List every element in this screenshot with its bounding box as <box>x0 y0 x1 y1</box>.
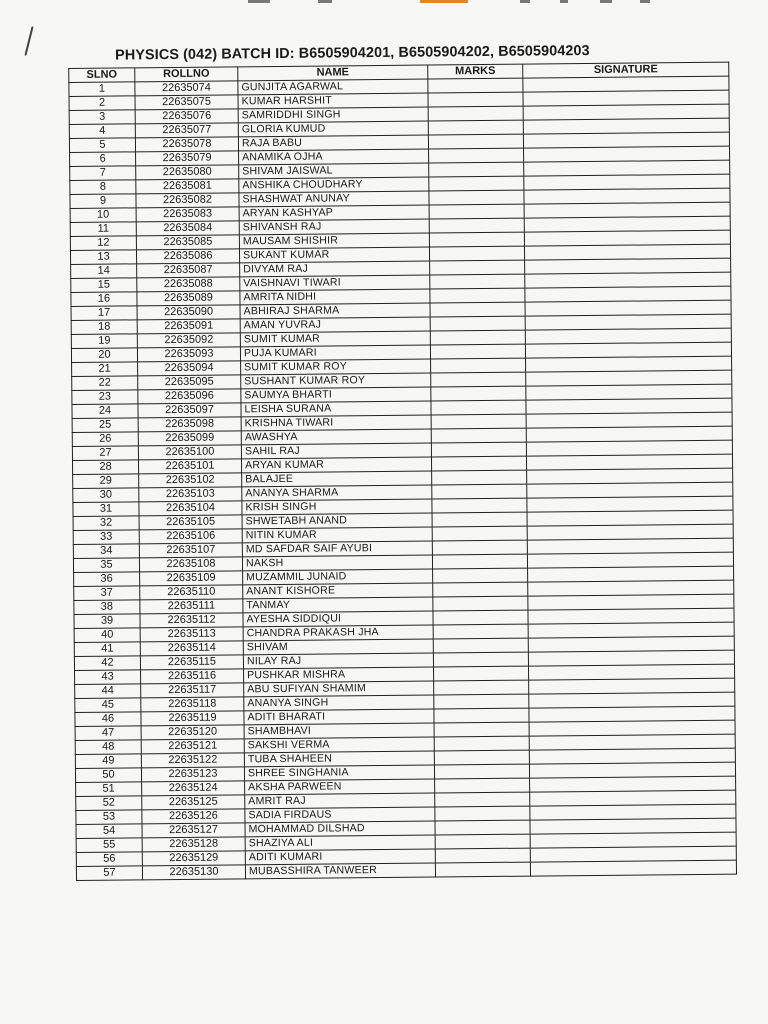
slno-cell: 5 <box>69 138 135 153</box>
slno-cell: 41 <box>74 642 140 657</box>
marks-cell <box>431 386 526 401</box>
rollno-cell: 22635104 <box>139 501 242 516</box>
slno-cell: 25 <box>72 418 138 433</box>
rollno-cell: 22635098 <box>138 417 241 432</box>
slno-cell: 6 <box>70 152 136 167</box>
rollno-cell: 22635093 <box>137 347 240 362</box>
slno-cell: 39 <box>74 614 140 629</box>
name-cell: SADIA FIRDAUS <box>245 807 435 823</box>
marks-cell <box>429 246 524 261</box>
slno-cell: 9 <box>70 194 136 209</box>
marks-cell <box>429 232 524 247</box>
slno-cell: 44 <box>75 684 141 699</box>
marks-cell <box>432 554 527 569</box>
name-cell: SUSHANT KUMAR ROY <box>241 373 431 389</box>
marks-table <box>68 62 737 881</box>
slno-cell: 57 <box>76 866 142 881</box>
name-cell: PUSHKAR MISHRA <box>244 667 434 683</box>
marks-cell <box>430 274 525 289</box>
marks-cell <box>430 344 525 359</box>
marks-cell <box>433 596 528 611</box>
slno-cell: 49 <box>75 754 141 769</box>
slno-cell: 43 <box>75 670 141 685</box>
marks-cell <box>434 736 529 751</box>
rollno-cell: 22635100 <box>138 445 241 460</box>
name-cell: SHIVAM <box>243 639 433 655</box>
marks-cell <box>430 316 525 331</box>
rollno-cell: 22635086 <box>136 249 239 264</box>
name-cell: DIVYAM RAJ <box>240 261 430 277</box>
slno-cell: 53 <box>76 810 142 825</box>
name-cell: GLORIA KUMUD <box>238 121 428 137</box>
name-cell: SAMRIDDHI SINGH <box>238 107 428 123</box>
name-cell: TUBA SHAHEEN <box>244 751 434 767</box>
marks-cell <box>431 456 526 471</box>
rollno-cell: 22635101 <box>138 459 241 474</box>
slno-cell: 38 <box>74 600 140 615</box>
slno-cell: 15 <box>71 278 137 293</box>
pen-mark <box>24 26 33 56</box>
name-cell: AMRITA NIDHI <box>240 289 430 305</box>
marks-cell <box>429 218 524 233</box>
slno-cell: 10 <box>70 208 136 223</box>
marks-cell <box>433 624 528 639</box>
name-cell: KRISH SINGH <box>242 499 432 515</box>
marks-cell <box>428 120 523 135</box>
slno-cell: 8 <box>70 180 136 195</box>
marks-cell <box>430 260 525 275</box>
rollno-cell: 22635103 <box>139 487 242 502</box>
slno-cell: 47 <box>75 726 141 741</box>
rollno-cell: 22635082 <box>136 193 239 208</box>
slno-cell: 7 <box>70 166 136 181</box>
marks-cell <box>433 652 528 667</box>
rollno-cell: 22635096 <box>138 389 241 404</box>
rollno-cell: 22635102 <box>139 473 242 488</box>
marks-cell <box>435 820 530 835</box>
rollno-cell: 22635081 <box>136 179 239 194</box>
rollno-cell: 22635130 <box>142 865 245 880</box>
name-cell: SUMIT KUMAR ROY <box>241 359 431 375</box>
slno-cell: 19 <box>71 334 137 349</box>
slno-cell: 35 <box>73 558 139 573</box>
name-cell: ANANT KISHORE <box>243 583 433 599</box>
rollno-cell: 22635075 <box>135 95 238 110</box>
marks-cell <box>435 862 530 877</box>
rollno-cell: 22635129 <box>142 851 245 866</box>
rollno-cell: 22635074 <box>135 81 238 96</box>
name-cell: SHASHWAT ANUNAY <box>239 191 429 207</box>
marks-cell <box>434 708 529 723</box>
header-name: NAME <box>238 65 428 81</box>
rollno-cell: 22635076 <box>135 109 238 124</box>
marks-cell <box>429 190 524 205</box>
rollno-cell: 22635083 <box>136 207 239 222</box>
marks-cell <box>435 806 530 821</box>
slno-cell: 52 <box>76 796 142 811</box>
slno-cell: 29 <box>73 474 139 489</box>
marks-cell <box>433 610 528 625</box>
rollno-cell: 22635123 <box>141 767 244 782</box>
rollno-cell: 22635079 <box>136 151 239 166</box>
table-body <box>69 76 737 880</box>
marks-cell <box>428 134 523 149</box>
name-cell: ANANYA SINGH <box>244 695 434 711</box>
slno-cell: 56 <box>76 852 142 867</box>
marks-cell <box>433 568 528 583</box>
sheet-title: PHYSICS (042) BATCH ID: B6505904201, B6505904202, B6505904203 <box>115 42 590 64</box>
marks-cell <box>428 78 523 93</box>
name-cell: ARYAN KUMAR <box>241 457 431 473</box>
slno-cell: 36 <box>74 572 140 587</box>
slno-cell: 33 <box>73 530 139 545</box>
rollno-cell: 22635099 <box>138 431 241 446</box>
slno-cell: 30 <box>73 488 139 503</box>
marks-cell <box>431 372 526 387</box>
marks-cell <box>435 834 530 849</box>
name-cell: NAKSH <box>242 555 432 571</box>
name-cell: SHAMBHAVI <box>244 723 434 739</box>
rollno-cell: 22635092 <box>137 333 240 348</box>
rollno-cell: 22635089 <box>137 291 240 306</box>
marks-cell <box>430 288 525 303</box>
name-cell: PUJA KUMARI <box>240 345 430 361</box>
rollno-cell: 22635106 <box>139 529 242 544</box>
name-cell: ADITI BHARATI <box>244 709 434 725</box>
slno-cell: 24 <box>72 404 138 419</box>
marks-cell <box>434 680 529 695</box>
name-cell: ADITI KUMARI <box>245 849 435 865</box>
header-slno: SLNO <box>69 68 135 83</box>
scan-top-edge <box>0 0 768 8</box>
slno-cell: 42 <box>74 656 140 671</box>
marks-cell <box>435 792 530 807</box>
name-cell: AMAN YUVRAJ <box>240 317 430 333</box>
slno-cell: 40 <box>74 628 140 643</box>
header-marks: MARKS <box>428 64 523 79</box>
marks-cell <box>429 148 524 163</box>
rollno-cell: 22635107 <box>139 543 242 558</box>
rollno-cell: 22635125 <box>142 795 245 810</box>
rollno-cell: 22635127 <box>142 823 245 838</box>
slno-cell: 11 <box>70 222 136 237</box>
rollno-cell: 22635116 <box>141 669 244 684</box>
rollno-cell: 22635114 <box>140 641 243 656</box>
slno-cell: 14 <box>71 264 137 279</box>
slno-cell: 26 <box>72 432 138 447</box>
marks-cell <box>432 470 527 485</box>
slno-cell: 55 <box>76 838 142 853</box>
slno-cell: 31 <box>73 502 139 517</box>
marks-cell <box>435 848 530 863</box>
marks-cell <box>433 666 528 681</box>
rollno-cell: 22635088 <box>137 277 240 292</box>
marks-cell <box>431 414 526 429</box>
marks-cell <box>433 582 528 597</box>
slno-cell: 37 <box>74 586 140 601</box>
marks-cell <box>431 358 526 373</box>
rollno-cell: 22635118 <box>141 697 244 712</box>
marks-cell <box>430 302 525 317</box>
name-cell: AMRIT RAJ <box>245 793 435 809</box>
rollno-cell: 22635110 <box>140 585 243 600</box>
slno-cell: 21 <box>72 362 138 377</box>
rollno-cell: 22635094 <box>138 361 241 376</box>
slno-cell: 4 <box>69 124 135 139</box>
name-cell: VAISHNAVI TIWARI <box>240 275 430 291</box>
marks-cell <box>429 176 524 191</box>
marks-cell <box>429 162 524 177</box>
rollno-cell: 22635122 <box>141 753 244 768</box>
name-cell: RAJA BABU <box>238 135 428 151</box>
name-cell: MD SAFDAR SAIF AYUBI <box>242 541 432 557</box>
name-cell: MAUSAM SHISHIR <box>239 233 429 249</box>
name-cell: SUKANT KUMAR <box>239 247 429 263</box>
marks-cell <box>428 92 523 107</box>
slno-cell: 13 <box>70 250 136 265</box>
name-cell: MUZAMMIL JUNAID <box>243 569 433 585</box>
slno-cell: 12 <box>70 236 136 251</box>
rollno-cell: 22635095 <box>138 375 241 390</box>
marks-cell <box>429 204 524 219</box>
name-cell: KRISHNA TIWARI <box>241 415 431 431</box>
header-rollno: ROLLNO <box>135 67 238 82</box>
slno-cell: 34 <box>73 544 139 559</box>
name-cell: SHREE SINGHANIA <box>244 765 434 781</box>
rollno-cell: 22635124 <box>142 781 245 796</box>
slno-cell: 2 <box>69 96 135 111</box>
rollno-cell: 22635115 <box>140 655 243 670</box>
slno-cell: 51 <box>76 782 142 797</box>
slno-cell: 23 <box>72 390 138 405</box>
marks-cell <box>430 330 525 345</box>
marks-cell <box>431 428 526 443</box>
name-cell: AKSHA PARWEEN <box>245 779 435 795</box>
rollno-cell: 22635109 <box>140 571 243 586</box>
marks-cell <box>432 512 527 527</box>
slno-cell: 45 <box>75 698 141 713</box>
name-cell: GUNJITA AGARWAL <box>238 79 428 95</box>
slno-cell: 17 <box>71 306 137 321</box>
name-cell: NITIN KUMAR <box>242 527 432 543</box>
marks-cell <box>431 442 526 457</box>
rollno-cell: 22635091 <box>137 319 240 334</box>
name-cell: ABU SUFIYAN SHAMIM <box>244 681 434 697</box>
rollno-cell: 22635111 <box>140 599 243 614</box>
name-cell: ARYAN KASHYAP <box>239 205 429 221</box>
name-cell: KUMAR HARSHIT <box>238 93 428 109</box>
name-cell: SAHIL RAJ <box>241 443 431 459</box>
rollno-cell: 22635077 <box>135 123 238 138</box>
name-cell: ANAMIKA OJHA <box>239 149 429 165</box>
marks-cell <box>434 750 529 765</box>
rollno-cell: 22635113 <box>140 627 243 642</box>
marks-cell <box>434 694 529 709</box>
marks-cell <box>432 526 527 541</box>
marks-cell <box>428 106 523 121</box>
slno-cell: 3 <box>69 110 135 125</box>
slno-cell: 54 <box>76 824 142 839</box>
slno-cell: 22 <box>72 376 138 391</box>
name-cell: MUBASSHIRA TANWEER <box>245 863 435 879</box>
name-cell: LEISHA SURANA <box>241 401 431 417</box>
name-cell: SHIVANSH RAJ <box>239 219 429 235</box>
slno-cell: 48 <box>75 740 141 755</box>
marks-cell <box>432 498 527 513</box>
rollno-cell: 22635126 <box>142 809 245 824</box>
rollno-cell: 22635121 <box>141 739 244 754</box>
marks-cell <box>433 638 528 653</box>
name-cell: MOHAMMAD DILSHAD <box>245 821 435 837</box>
name-cell: SAKSHI VERMA <box>244 737 434 753</box>
name-cell: BALAJEE <box>242 471 432 487</box>
rollno-cell: 22635085 <box>136 235 239 250</box>
name-cell: AWASHYA <box>241 429 431 445</box>
rollno-cell: 22635112 <box>140 613 243 628</box>
marks-cell <box>435 778 530 793</box>
marks-cell <box>432 484 527 499</box>
name-cell: ANANYA SHARMA <box>242 485 432 501</box>
slno-cell: 16 <box>71 292 137 307</box>
slno-cell: 27 <box>72 446 138 461</box>
name-cell: SHWETABH ANAND <box>242 513 432 529</box>
marks-cell <box>434 722 529 737</box>
rollno-cell: 22635119 <box>141 711 244 726</box>
name-cell: ANSHIKA CHOUDHARY <box>239 177 429 193</box>
rollno-cell: 22635090 <box>137 305 240 320</box>
name-cell: SUMIT KUMAR <box>240 331 430 347</box>
name-cell: ABHIRAJ SHARMA <box>240 303 430 319</box>
name-cell: CHANDRA PRAKASH JHA <box>243 625 433 641</box>
rollno-cell: 22635117 <box>141 683 244 698</box>
name-cell: SAUMYA BHARTI <box>241 387 431 403</box>
slno-cell: 50 <box>75 768 141 783</box>
name-cell: NILAY RAJ <box>243 653 433 669</box>
header-signature: SIGNATURE <box>523 62 729 78</box>
rollno-cell: 22635084 <box>136 221 239 236</box>
rollno-cell: 22635087 <box>137 263 240 278</box>
rollno-cell: 22635128 <box>142 837 245 852</box>
name-cell: SHIVAM JAISWAL <box>239 163 429 179</box>
marks-cell <box>431 400 526 415</box>
rollno-cell: 22635078 <box>135 137 238 152</box>
attendance-sheet <box>68 38 736 881</box>
slno-cell: 18 <box>71 320 137 335</box>
slno-cell: 20 <box>71 348 137 363</box>
slno-cell: 28 <box>72 460 138 475</box>
name-cell: SHAZIYA ALI <box>245 835 435 851</box>
rollno-cell: 22635097 <box>138 403 241 418</box>
slno-cell: 32 <box>73 516 139 531</box>
marks-cell <box>434 764 529 779</box>
slno-cell: 1 <box>69 82 135 97</box>
rollno-cell: 22635080 <box>136 165 239 180</box>
rollno-cell: 22635105 <box>139 515 242 530</box>
rollno-cell: 22635120 <box>141 725 244 740</box>
signature-cell <box>530 860 736 876</box>
name-cell: AYESHA SIDDIQUI <box>243 611 433 627</box>
marks-cell <box>432 540 527 555</box>
slno-cell: 46 <box>75 712 141 727</box>
rollno-cell: 22635108 <box>139 557 242 572</box>
name-cell: TANMAY <box>243 597 433 613</box>
